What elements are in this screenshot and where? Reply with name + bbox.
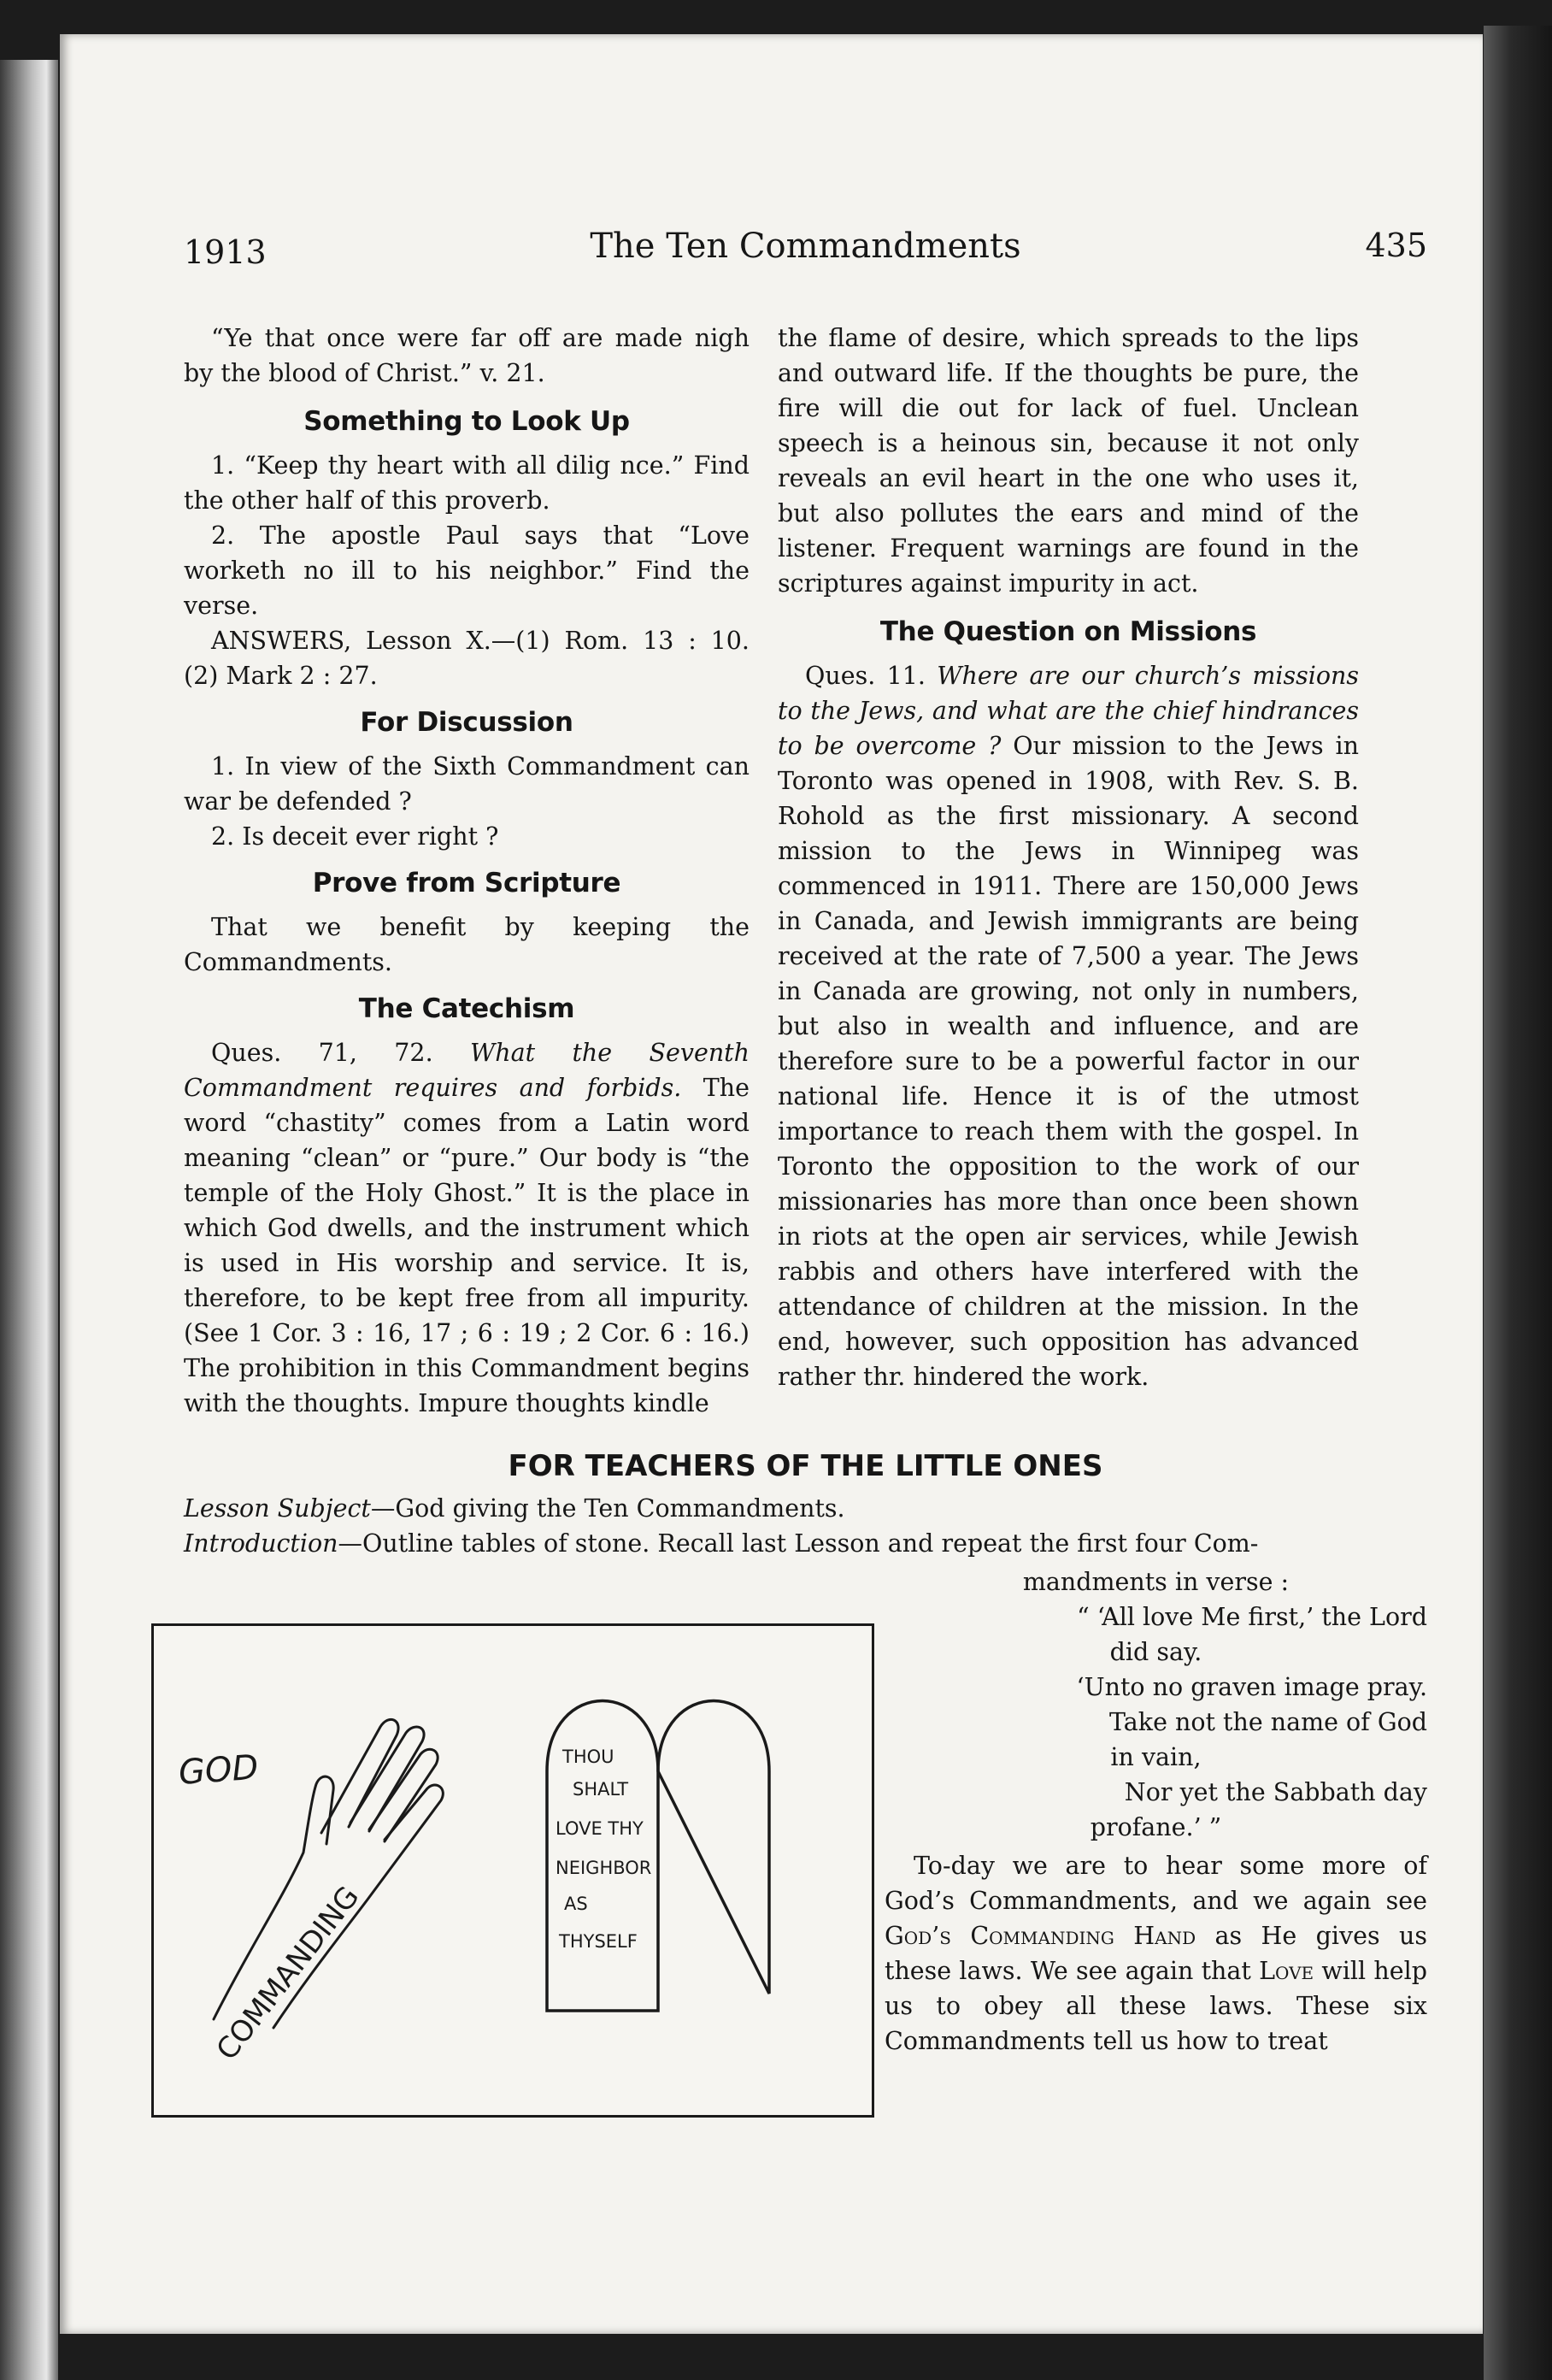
look-up-heading: Something to Look Up bbox=[303, 406, 630, 437]
missions-question: Where are our church’s missions to the Jews, and what are the chief hindrances to be overcome ? bbox=[778, 662, 1360, 760]
look-up-item-2: 2. The apostle Paul says that “Love worketh no ill to his neighbor.” Find the verse. bbox=[184, 521, 750, 620]
lesson-subject bbox=[184, 1491, 1427, 1526]
introduction-label: Introduction bbox=[184, 1529, 338, 1558]
lesson-subject-label: Lesson Subject bbox=[184, 1494, 371, 1523]
body-part-1: To-day we are to hear some more of God’s Commandments, and we again see bbox=[885, 1852, 1427, 1915]
catechism-question: What the Seventh Commandment requires and forbids. bbox=[184, 1039, 750, 1102]
body-smallcaps-1: God’s Commanding Hand bbox=[885, 1922, 1196, 1950]
tablet-line-1: THOU bbox=[562, 1747, 614, 1767]
verse-column bbox=[885, 1564, 1427, 2059]
verse-line-2: did say. bbox=[1109, 1638, 1202, 1666]
drawing-word-god: GOD bbox=[177, 1747, 260, 1793]
missions-text bbox=[778, 658, 1359, 1394]
discussion-item-1: 1. In view of the Sixth Commandment can war be defended ? bbox=[184, 752, 750, 816]
verse-line-5: in vain, bbox=[1110, 1743, 1202, 1771]
body-part-3: will help us to obey all these laws. These six Commandments tell us how to treat bbox=[885, 1957, 1427, 2055]
introduction bbox=[184, 1526, 1427, 1561]
missions-heading: The Question on Missions bbox=[879, 616, 1257, 647]
intro-quote: “Ye that once were far off are made nigh by the blood of Christ.” v. 21. bbox=[184, 324, 750, 387]
catechism-heading: The Catechism bbox=[358, 993, 575, 1024]
discussion-item-2: 2. Is deceit ever right ? bbox=[211, 822, 499, 851]
catechism-continuation: the flame of desire, which spreads to the lips and outward life. If the thoughts be pure, the fire will die out for lack of fuel. Unclean speech is a heinous sin, because it not only reveals an evil heart in the one who uses it, but also pollutes the ears and mind of the listener. Frequent warnings are found in the scriptures against impurity in act. bbox=[778, 324, 1359, 598]
tablet-line-5: AS bbox=[564, 1894, 588, 1914]
introduction-continued: mandments in verse : bbox=[1022, 1568, 1290, 1596]
page-number: 435 bbox=[1365, 227, 1427, 264]
tablet-line-4: NEIGHBOR bbox=[556, 1858, 652, 1878]
book-page bbox=[60, 34, 1483, 2334]
right-column bbox=[778, 321, 1359, 1394]
introduction-text: —Outline tables of stone. Recall last Lesson and repeat the first four Com- bbox=[338, 1529, 1259, 1558]
catechism-ques-label: Ques. 71, 72. bbox=[211, 1039, 433, 1067]
verse-line-1: “ ‘All love Me first,’ the Lord bbox=[1077, 1603, 1427, 1631]
running-head bbox=[184, 218, 1427, 278]
look-up-item-1: 1. “Keep thy heart with all dilig nce.” Find the other half of this proverb. bbox=[184, 451, 750, 515]
verse-line-6: Nor yet the Sabbath day bbox=[1124, 1778, 1427, 1806]
drawing-svg bbox=[154, 1626, 872, 2115]
little-ones-section bbox=[177, 1449, 1427, 2067]
little-ones-heading: FOR TEACHERS OF THE LITTLE ONES bbox=[508, 1449, 1103, 1483]
tablet-line-3: LOVE THY bbox=[556, 1818, 644, 1839]
discussion-heading: For Discussion bbox=[360, 707, 573, 738]
header-year: 1913 bbox=[184, 233, 267, 271]
verse-line-3: ‘Unto no graven image pray. bbox=[1076, 1673, 1427, 1701]
left-page-edge bbox=[0, 60, 58, 2380]
drawing-word-commanding: COMMANDING bbox=[209, 1880, 367, 2067]
prove-heading: Prove from Scripture bbox=[312, 868, 621, 898]
prove-text: That we benefit by keeping the Commandments. bbox=[184, 913, 750, 976]
tablet-line-2: SHALT bbox=[573, 1779, 629, 1800]
verse-line-4: Take not the name of God bbox=[1109, 1708, 1427, 1736]
tablet-line-6: THYSELF bbox=[559, 1931, 638, 1952]
verse-line-7: profane.’ ” bbox=[1090, 1813, 1222, 1841]
lesson-subject-text: —God giving the Ten Commandments. bbox=[370, 1494, 845, 1523]
body-part-2: as He gives us these laws. We see again that bbox=[885, 1922, 1427, 1985]
little-ones-body bbox=[885, 1848, 1427, 2059]
blackboard-drawing bbox=[151, 1623, 874, 2118]
catechism-answer: The word “chastity” comes from a Latin word meaning “clean” or “pure.” Our body is “the temple of the Holy Ghost.” It is the place in which God dwells, and the instrument which is used in His worship and service. It is, therefore, to be kept free from all impurity. (See 1 Cor. 3 : 16, 17 ; 6 : 19 ; 2 Cor. 6 : 16.) The prohibition in this Commandment begins with the thoughts. Impure thoughts kindle bbox=[184, 1074, 750, 1417]
book-spine-edge bbox=[1484, 26, 1552, 2380]
missions-ques-label: Ques. 11. bbox=[805, 662, 926, 690]
header-title: The Ten Commandments bbox=[590, 227, 1021, 266]
answers: ANSWERS, Lesson X.—(1) Rom. 13 : 10. (2) Mark 2 : 27. bbox=[184, 627, 750, 690]
left-column bbox=[184, 321, 750, 1421]
tablet-inscription bbox=[556, 1747, 651, 1952]
body-smallcaps-2: Love bbox=[1259, 1957, 1314, 1985]
missions-answer: Our mission to the Jews in Toronto was opened in 1908, with Rev. S. B. Rohold as the first missionary. A second mission to the Jews in Winnipeg was commenced in 1911. There are 150,000 Jews in Canada, and Jewish immigrants are being received at the rate of 7,500 a year. The Jews in Canada are growing, not only in numbers, but also in wealth and influence, and are therefore sure to be a powerful factor in our national life. Hence it is of the utmost importance to reach them with the gospel. In Toronto the opposition to the work of our missionaries has more than once been shown in riots at the open air services, while Jewish rabbis and others have interfered with the attendance of children at the mission. In the end, however, such opposition has advanced rather thr. hindered the work. bbox=[778, 732, 1359, 1391]
catechism-text bbox=[184, 1035, 750, 1421]
